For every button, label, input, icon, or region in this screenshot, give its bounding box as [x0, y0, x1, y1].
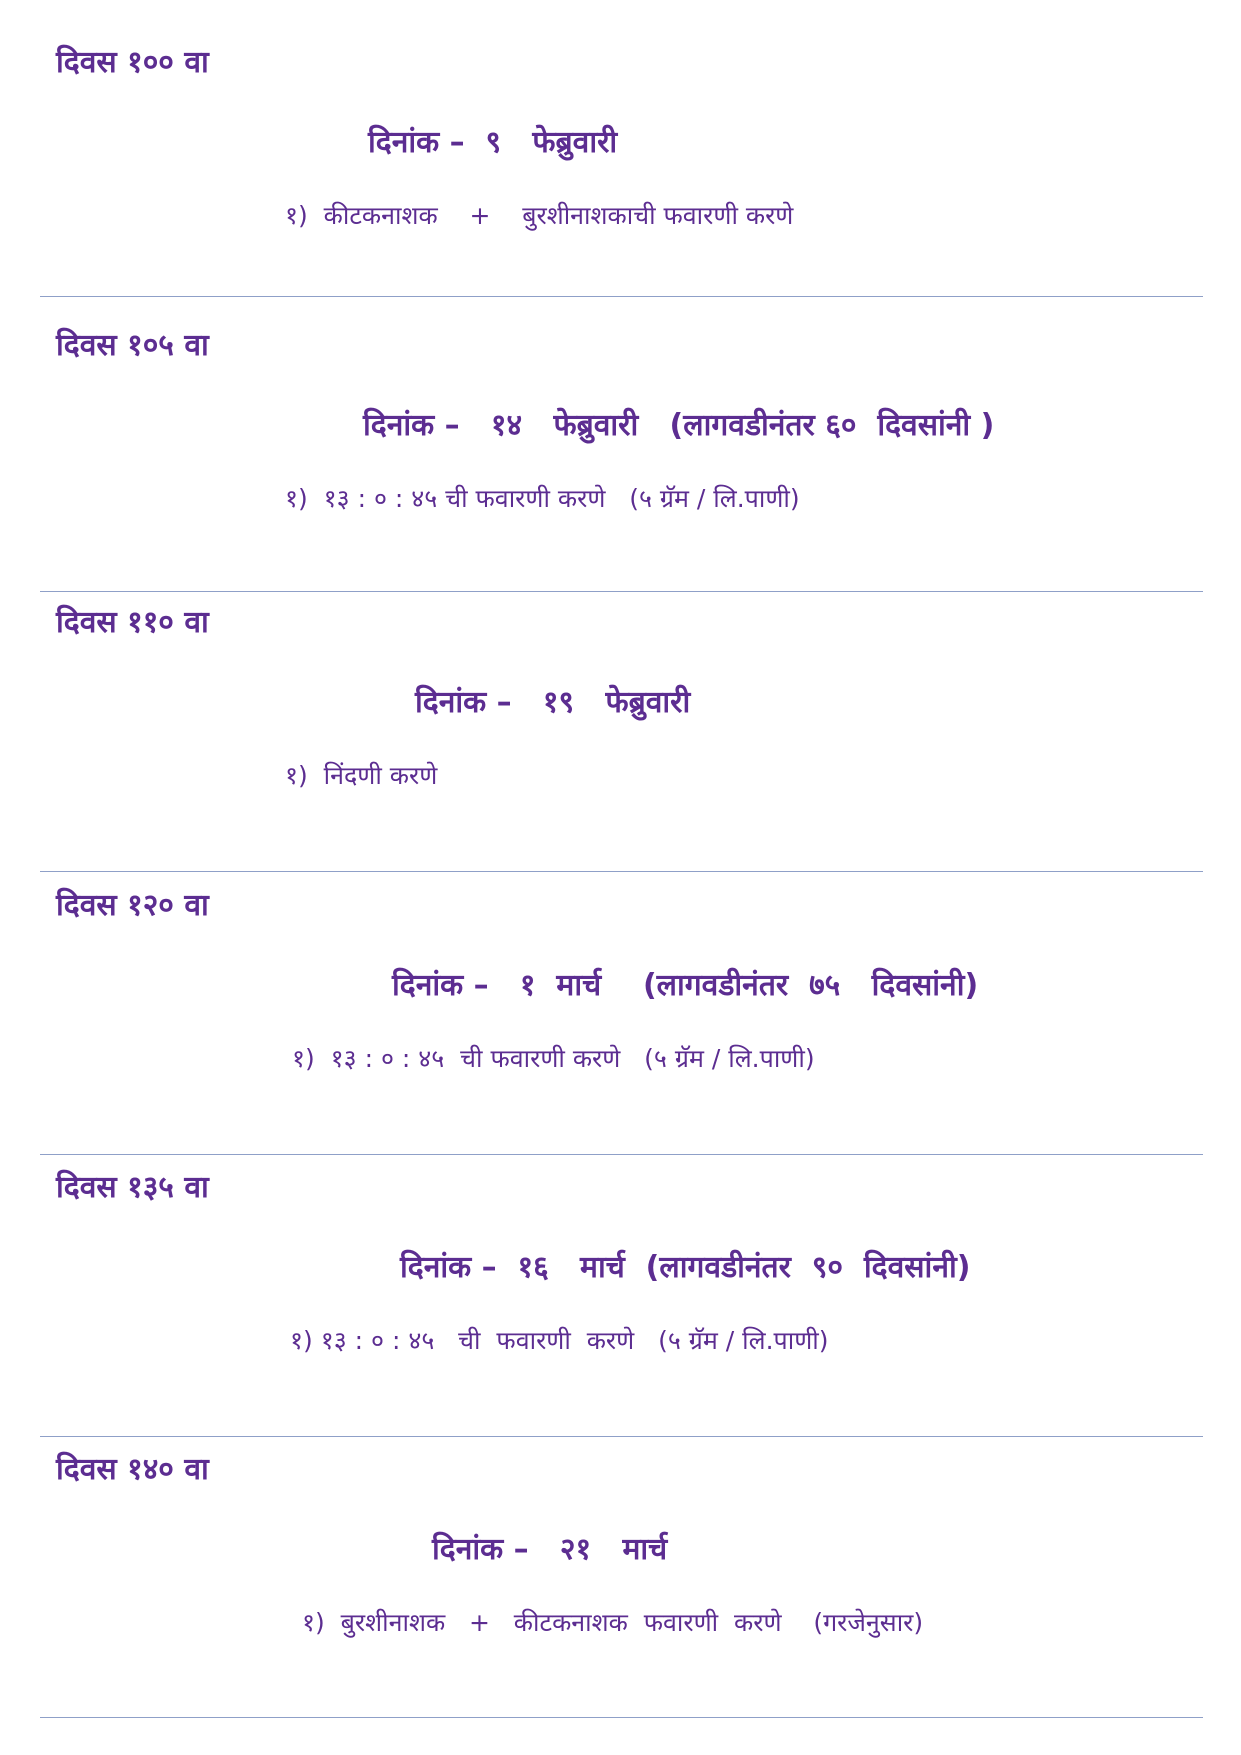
section-divider — [40, 1154, 1203, 1155]
day-heading: दिवस १०० वा — [56, 45, 209, 80]
date-line: दिनांक – १९ फेब्रुवारी — [415, 685, 691, 720]
date-line: दिनांक – १६ मार्च (लागवडीनंतर ९० दिवसांनी) — [400, 1250, 971, 1285]
day-heading: दिवस १४० वा — [56, 1452, 209, 1487]
task-item: १) १३ : ० : ४५ ची फवारणी करणे (५ ग्रॅम / लि.पाणी) — [292, 1044, 815, 1073]
task-item: १) १३ : ० : ४५ ची फवारणी करणे (५ ग्रॅम / लि.पाणी) — [290, 1326, 829, 1355]
date-line: दिनांक – १४ फेब्रुवारी (लागवडीनंतर ६० दिवसांनी ) — [363, 408, 995, 443]
section-divider — [40, 591, 1203, 592]
date-line: दिनांक – २१ मार्च — [432, 1532, 668, 1567]
day-heading: दिवस ११० वा — [56, 605, 209, 640]
section-divider — [40, 871, 1203, 872]
day-heading: दिवस १०५ वा — [56, 328, 209, 363]
date-line: दिनांक – ९ फेब्रुवारी — [368, 125, 618, 160]
task-item: १) निंदणी करणे — [285, 761, 438, 790]
task-item: १) १३ : ० : ४५ ची फवारणी करणे (५ ग्रॅम / लि.पाणी) — [285, 484, 800, 513]
task-item: १) कीटकनाशक + बुरशीनाशकाची फवारणी करणे — [285, 201, 794, 230]
section-divider — [40, 1717, 1203, 1718]
day-heading: दिवस १२० वा — [56, 888, 209, 923]
section-divider — [40, 296, 1203, 297]
day-heading: दिवस १३५ वा — [56, 1170, 209, 1205]
section-divider — [40, 1436, 1203, 1437]
task-item: १) बुरशीनाशक + कीटकनाशक फवारणी करणे (गरजेनुसार) — [302, 1608, 924, 1637]
date-line: दिनांक – १ मार्च (लागवडीनंतर ७५ दिवसांनी) — [392, 968, 979, 1003]
